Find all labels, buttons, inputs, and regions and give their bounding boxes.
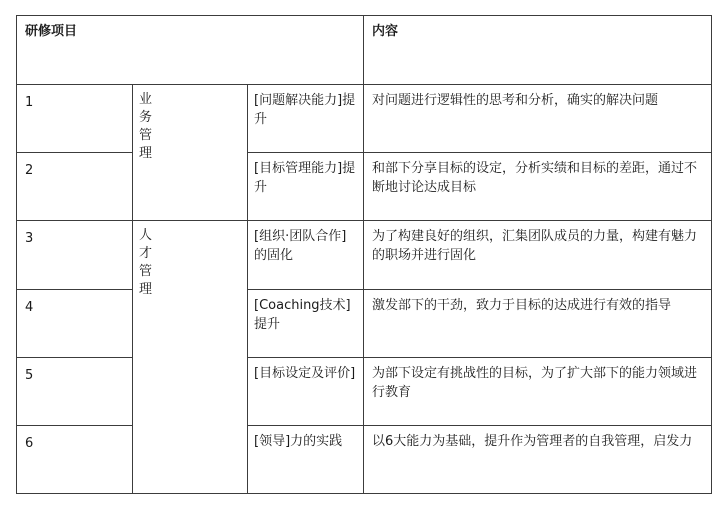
- row-number: 1: [25, 95, 34, 110]
- table-row: [17, 358, 712, 426]
- header-program-title: 研修项目: [25, 24, 78, 39]
- table-row: [17, 153, 712, 221]
- header-content-cell: [364, 16, 712, 85]
- topic-text: [问题解决能力]提升: [254, 93, 356, 127]
- topic-cell: [248, 426, 364, 494]
- row-number: 3: [25, 231, 34, 246]
- row-number: 4: [25, 300, 34, 315]
- row-number: 5: [25, 368, 34, 383]
- description-cell: [364, 85, 712, 153]
- row-number-cell: [17, 358, 133, 426]
- description-text: 和部下分享目标的设定，分析实绩和目标的差距，通过不断地讨论达成目标: [372, 161, 698, 195]
- description-cell: [364, 290, 712, 358]
- topic-cell: [248, 153, 364, 221]
- topic-text: [Coaching技术]提升: [254, 298, 351, 332]
- description-text: 对问题进行逻辑性的思考和分析，确实的解决问题: [372, 93, 659, 108]
- training-program-table: [16, 15, 712, 494]
- topic-text: [目标设定及评价]: [254, 366, 356, 381]
- category-label: 人才管理: [139, 228, 153, 297]
- topic-text: [领导]力的实践: [254, 434, 343, 449]
- description-cell: [364, 426, 712, 494]
- table-row: [17, 85, 712, 153]
- description-text: 为了构建良好的组织，汇集团队成员的力量，构建有魅力的职场并进行固化: [372, 229, 698, 263]
- table-row: [17, 290, 712, 358]
- description-cell: [364, 358, 712, 426]
- row-number-cell: [17, 426, 133, 494]
- description-cell: [364, 153, 712, 221]
- topic-cell: [248, 85, 364, 153]
- description-text: 激发部下的干劲，致力于目标的达成进行有效的指导: [372, 298, 672, 313]
- row-number-cell: [17, 290, 133, 358]
- table-header-row: [17, 16, 712, 85]
- row-number-cell: [17, 85, 133, 153]
- row-number-cell: [17, 153, 133, 221]
- category-cell-business: [133, 85, 248, 221]
- table-row: [17, 426, 712, 494]
- header-program-cell: [17, 16, 364, 85]
- table-row: [17, 221, 712, 290]
- row-number: 2: [25, 163, 34, 178]
- header-content-title: 内容: [372, 24, 399, 39]
- description-text: 为部下设定有挑战性的目标，为了扩大部下的能力领域进行教育: [372, 366, 698, 400]
- category-cell-talent: [133, 221, 248, 494]
- topic-text: [目标管理能力]提升: [254, 161, 356, 195]
- description-cell: [364, 221, 712, 290]
- row-number-cell: [17, 221, 133, 290]
- topic-cell: [248, 358, 364, 426]
- topic-cell: [248, 290, 364, 358]
- topic-text: [组织·团队合作]的固化: [254, 229, 347, 263]
- description-text: 以6大能力为基础，提升作为管理者的自我管理，启发力: [372, 434, 693, 449]
- category-label: 业务管理: [139, 92, 153, 161]
- row-number: 6: [25, 436, 34, 451]
- topic-cell: [248, 221, 364, 290]
